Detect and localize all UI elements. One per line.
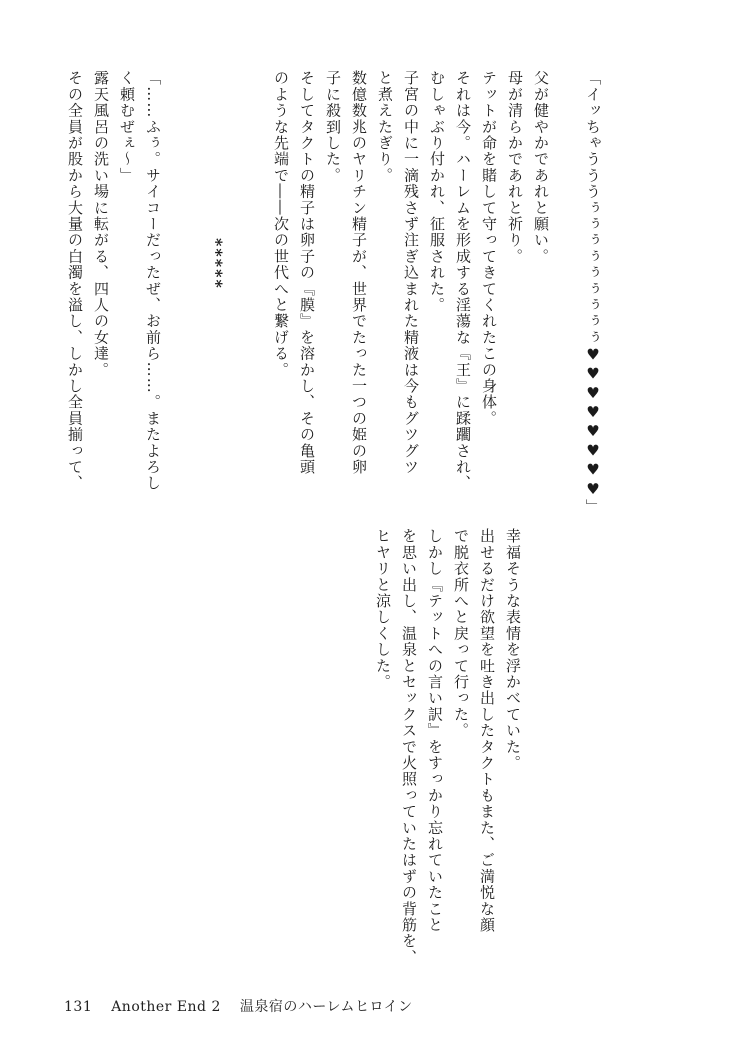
text-line: 出せるだけ欲望を吐き出したタクトもまた、ご満悦な顔 bbox=[478, 528, 496, 933]
text-line: 「……ふぅ。サイコーだったぜ、お前ら……。またよろし bbox=[144, 70, 162, 492]
section-separator: ***** bbox=[207, 238, 226, 290]
page-number: 131 bbox=[64, 999, 93, 1015]
text-line: で脱衣所へと戻って行った。 bbox=[452, 528, 470, 739]
chapter-title: Another End 2 bbox=[111, 999, 221, 1015]
text-line: と煮えたぎり。 bbox=[376, 70, 394, 184]
text-line: むしゃぶり付かれ、征服された。 bbox=[428, 70, 446, 313]
text-line: 父が健やかであれと願い。 bbox=[532, 70, 550, 265]
text-line: テットが命を賭して守ってきてくれたこの身体。 bbox=[480, 70, 498, 427]
upper-text-block bbox=[268, 70, 606, 516]
text-line: そしてタクトの精子は卵子の『膜』を溶かし、その亀頭 bbox=[298, 70, 316, 475]
blank-line bbox=[554, 70, 580, 500]
text-line: のような先端で――次の世代へと繋げる。 bbox=[272, 70, 290, 378]
text-line: く頼むぜぇ～」 bbox=[118, 70, 136, 184]
text-line: ヒヤリと涼しくした。 bbox=[374, 528, 392, 690]
left-text-block bbox=[62, 70, 166, 500]
text-line: 子に殺到した。 bbox=[324, 70, 342, 184]
text-line: しかし『テットへの言い訳』をすっかり忘れていたこと bbox=[426, 528, 444, 933]
text-line: それは今。ハーレムを形成する淫蕩な『王』に蹂躙され、 bbox=[454, 70, 472, 492]
text-line: 「イッちゃうううぅぅぅぅぅぅぅぅぅ♥♥♥♥♥♥♥♥」 bbox=[584, 70, 602, 516]
page-footer bbox=[64, 996, 427, 1016]
text-line: 子宮の中に一滴残さず注ぎ込まれた精液は今もグツグツ bbox=[402, 70, 420, 475]
text-line: 母が清らかであれと祈り。 bbox=[506, 70, 524, 265]
text-line: 幸福そうな表情を浮かべていた。 bbox=[504, 528, 522, 771]
lower-text-block bbox=[370, 528, 526, 978]
text-line: その全員が股から大量の白濁を溢し、しかし全員揃って、 bbox=[66, 70, 84, 492]
book-title: 温泉宿のハーレムヒロイン bbox=[239, 999, 413, 1015]
text-line: 露天風呂の洗い場に転がる、四人の女達。 bbox=[92, 70, 110, 378]
text-line: 数億数兆のヤリチン精子が、世界でたった一つの姫の卵 bbox=[350, 70, 368, 475]
text-line: を思い出し、温泉とセックスで火照っていたはずの背筋を、 bbox=[400, 528, 418, 966]
